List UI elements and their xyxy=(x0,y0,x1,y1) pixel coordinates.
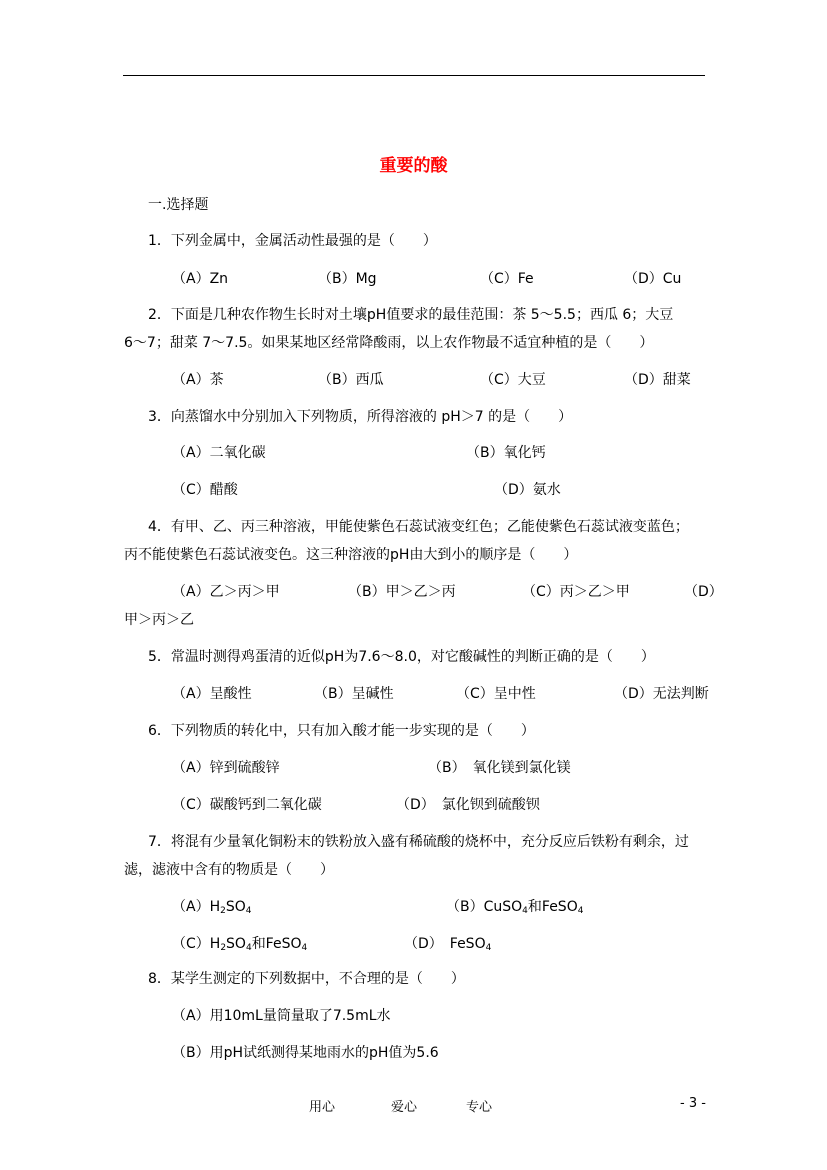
question-7-option-c: $(C)H_2SO_4$和FeSO$_4$ xyxy=(172,936,308,953)
question-6-stem: 6．下列物质的转化中，只有加入酸才能一步实现的是（ ） xyxy=(148,723,535,739)
question-4-stem-line1: 4．有甲、乙、丙三种溶液，甲能使紫色石蕊试液变红色；乙能使紫色石蕊试液变蓝色； xyxy=(148,519,689,535)
header-rule xyxy=(123,75,705,76)
footer-word-1: 用心 xyxy=(309,1100,336,1115)
question-7-stem-line1: 7．将混有少量氧化铜粉末的铁粉放入盛有稀硫酸的烧杯中，充分反应后铁粉有剩余，过 xyxy=(148,834,689,850)
question-2-option-c: （C）大豆 xyxy=(480,372,546,388)
question-2-option-b: （B）西瓜 xyxy=(318,372,384,388)
question-3-option-c: （C）醋酸 xyxy=(172,482,238,498)
question-7-option-d: （D） FeSO$_4$ xyxy=(404,936,492,953)
question-8-option-a: （A）用10mL量筒量取了7.5mL水 xyxy=(172,1008,391,1024)
question-6-option-a: （A）锌到硫酸锌 xyxy=(172,760,280,776)
page-number: - 3 - xyxy=(680,1096,706,1111)
question-5-option-c: （C）呈中性 xyxy=(456,686,536,702)
question-2-option-d: （D）甜菜 xyxy=(624,372,691,388)
question-8-stem: 8．某学生测定的下列数据中，不合理的是（ ） xyxy=(148,971,465,987)
question-4-stem-line2: 丙不能使紫色石蕊试液变色。这三种溶液的pH由大到小的顺序是（ ） xyxy=(124,547,578,563)
question-2-option-a: （A）茶 xyxy=(172,372,224,388)
question-2-stem-line1: 2．下面是几种农作物生长时对土壤pH值要求的最佳范围：茶 5～5.5；西瓜 6；大豆 xyxy=(148,307,674,323)
question-1-option-c: （C）Fe xyxy=(480,271,534,287)
question-4-option-b: （B）甲＞乙＞丙 xyxy=(348,584,456,600)
question-5-stem: 5．常温时测得鸡蛋清的近似pH为7.6～8.0，对它酸碱性的判断正确的是（ ） xyxy=(148,649,655,665)
section-heading: 一.选择题 xyxy=(148,197,209,213)
question-1-option-b: （B）Mg xyxy=(318,271,377,287)
question-6-option-b: （B） 氧化镁到氯化镁 xyxy=(428,760,571,776)
question-3-option-a: （A）二氧化碳 xyxy=(172,445,266,461)
footer-word-2: 爱心 xyxy=(391,1100,418,1115)
page-title: 重要的酸 xyxy=(379,156,448,176)
question-4-option-d-label: （D） xyxy=(684,584,723,600)
question-3-stem: 3．向蒸馏水中分别加入下列物质，所得溶液的 pH＞7 的是（ ） xyxy=(148,409,573,425)
question-4-option-a: （A）乙＞丙＞甲 xyxy=(172,584,280,600)
question-6-option-c: （C）碳酸钙到二氧化碳 xyxy=(172,797,322,813)
question-3-option-d: （D）氨水 xyxy=(494,482,561,498)
question-3-option-b: （B）氧化钙 xyxy=(466,445,546,461)
question-1-stem: 1．下列金属中，金属活动性最强的是（ ） xyxy=(148,233,437,249)
question-5-option-d: （D）无法判断 xyxy=(614,686,709,702)
question-1-option-d: （D）Cu xyxy=(624,271,682,287)
footer-word-3: 专心 xyxy=(466,1100,493,1115)
question-5-option-b: （B）呈碱性 xyxy=(314,686,394,702)
question-8-option-b: （B）用pH试纸测得某地雨水的pH值为5.6 xyxy=(172,1045,439,1061)
question-4-option-d-text: 甲＞丙＞乙 xyxy=(124,612,194,628)
question-7-option-b: （B）CuSO$_4$和FeSO$_4$ xyxy=(446,899,584,916)
question-5-option-a: （A）呈酸性 xyxy=(172,686,252,702)
question-6-option-d: （D） 氯化钡到硫酸钡 xyxy=(396,797,540,813)
question-1-option-a: （A）Zn xyxy=(172,271,229,287)
question-7-stem-line2: 滤，滤液中含有的物质是（ ） xyxy=(124,862,334,878)
question-7-option-a: $(A)H_2SO_4$ xyxy=(172,899,252,916)
question-2-stem-line2: 6～7；甜菜 7～7.5。如果某地区经常降酸雨，以上农作物最不适宜种植的是（ ） xyxy=(124,335,654,351)
question-4-option-c: （C）丙＞乙＞甲 xyxy=(522,584,630,600)
